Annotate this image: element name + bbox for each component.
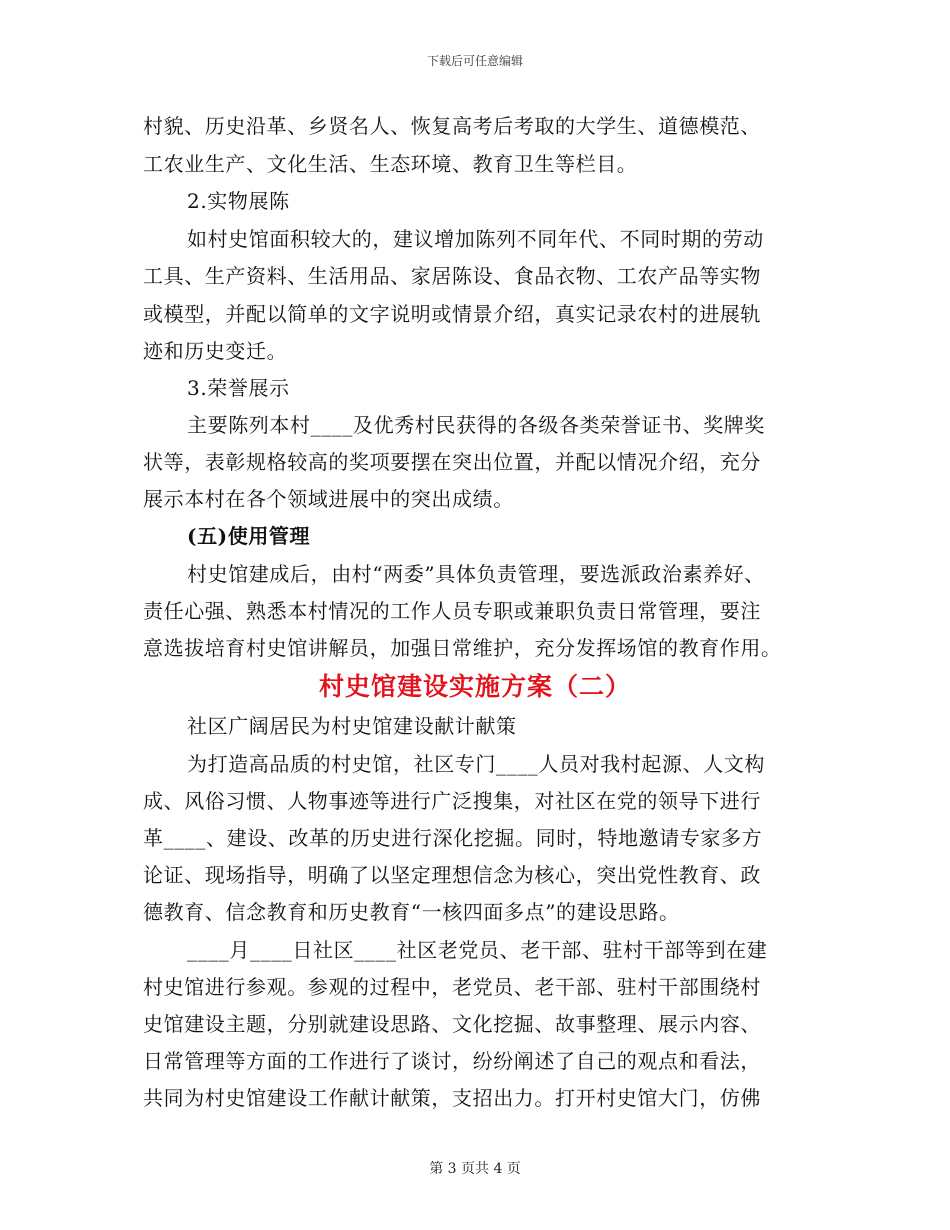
body-line: 工农业生产、文化生活、生态环境、教育卫生等栏目。 [143,152,638,176]
body-line: 或模型，并配以简单的文字说明或情景介绍，真实记录农村的进展轨 [143,302,761,326]
body-line: 共同为村史馆建设工作献计献策，支招出力。打开村史馆大门，仿佛 [143,1086,761,1110]
body-line: 村史馆建成后，由村“两委”具体负责管理，要选派政治素养好、 [187,562,765,586]
body-line: 主要陈列本村____及优秀村民获得的各级各类荣誉证书、奖牌奖 [187,413,765,437]
page-number: 第 3 页共 4 页 [429,1161,521,1177]
body-line: 工具、生产资料、生活用品、家居陈设、食品衣物、工农产品等实物 [143,264,761,288]
body-line: 如村史馆面积较大的，建议增加陈列不同年代、不同时期的劳动 [187,227,764,251]
document-title: 村史馆建设实施方案（二） [318,672,631,701]
body-line: 成、风俗习惯、人物事迹等进行广泛搜集，对社区在党的领导下进行 [143,789,761,813]
subsection-heading: 3.荣誉展示 [187,376,290,400]
body-line: 为打造高品质的村史馆，社区专门____人员对我村起源、人文构 [187,752,765,776]
body-line: 责任心强、熟悉本村情况的工作人员专职或兼职负责日常管理，要注 [143,599,761,623]
body-line: 德教育、信念教育和历史教育“一核四面多点”的建设思路。 [143,900,680,924]
body-line: 史馆建设主题，分别就建设思路、文化挖掘、故事整理、展示内容、 [143,1012,761,1036]
body-line: ____月____日社区____社区老党员、老干部、驻村干部等到在建 [187,938,768,962]
body-line: 论证、现场指导，明确了以坚定理想信念为核心，突出党性教育、政 [143,863,761,887]
body-line: 迹和历史变迁。 [143,339,288,363]
subsection-heading: 2.实物展陈 [187,189,290,213]
body-line: 村史馆进行参观。参观的过程中，老党员、老干部、驻村干部围绕村 [143,975,761,999]
body-line: 状等，表彰规格较高的奖项要摆在突出位置，并配以情况介绍，充分 [143,450,761,474]
body-line: 村貌、历史沿革、乡贤名人、恢复高考后考取的大学生、道德模范、 [143,114,761,138]
section-heading: (五)使用管理 [187,524,311,548]
body-line: 展示本村在各个领域进展中的突出成绩。 [143,487,514,511]
body-line: 革____、建设、改革的历史进行深化挖掘。同时，特地邀请专家多方 [143,826,763,850]
page-header-note: 下载后可任意编辑 [426,54,523,68]
body-line: 日常管理等方面的工作进行了谈讨，纷纷阐述了自己的观点和看法， [143,1049,761,1073]
body-line: 社区广阔居民为村史馆建设献计献策 [187,714,517,738]
body-line: 意选拔培育村史馆讲解员，加强日常维护，充分发挥场馆的教育作用。 [143,636,782,660]
